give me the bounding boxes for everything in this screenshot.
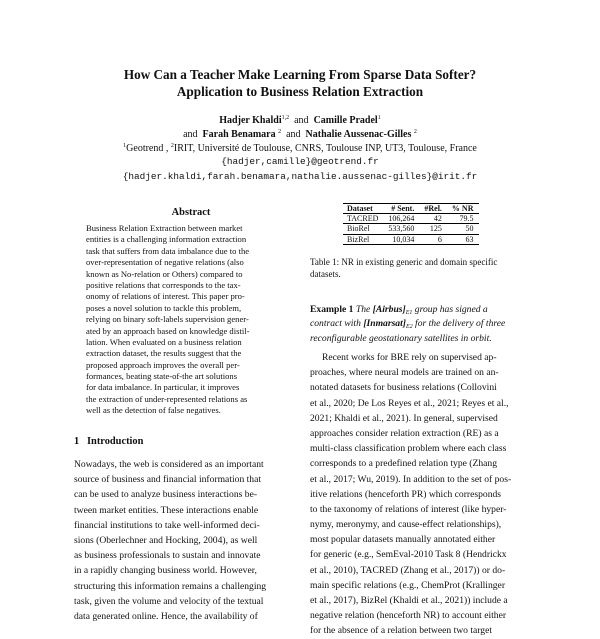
abstract-body [86, 223, 306, 417]
table-header: # Sent. [384, 204, 420, 214]
title-line-2: Application to Business Relation Extraction [176, 84, 424, 99]
text-line: et al., 2017), BizRel (Khaldi et al., 2021)) include a [310, 595, 508, 606]
text-line: 2021; Khaldi et al., 2021). In general, supervised [310, 412, 498, 424]
text-line: poses a novel solution to tackle this problem, [86, 302, 242, 313]
text-line: extraction dataset, the results suggest that the [86, 348, 242, 359]
text-line: known as No-relation or Others) compared to [86, 268, 243, 279]
author-name: Nathalie Aussenac-Gilles [305, 129, 412, 140]
text-line: Recent works for BRE rely on supervised ap- [322, 352, 497, 363]
text-line: proposed approach improves the overall per- [86, 359, 240, 370]
text-line: negative relation (henceforth NR) to account either [310, 610, 507, 622]
text-line: data generated online. Hence, the availability of [74, 610, 258, 622]
email-irit: {hadjer.khaldi,farah.benamara,nathalie.aussenac-gilles}@irit.fr [122, 171, 478, 182]
section-heading: 1 Introduction [74, 436, 144, 447]
right-column-body [310, 350, 536, 639]
nr-table [343, 203, 479, 245]
text-line: corresponds to a predefined relation type (Zhang [310, 458, 498, 470]
table-header: % NR [448, 204, 480, 214]
abstract-heading: Abstract [171, 207, 211, 218]
author-name: Camille Pradel [313, 115, 378, 126]
text-line: approaches consider relation extraction (RE) as a [310, 427, 499, 439]
table-caption: Table 1: NR in existing generic and domain specific datasets. [310, 257, 498, 280]
text-line: positive relations that corresponds to the tax- [86, 279, 241, 290]
author-name: Farah Benamara [202, 129, 276, 140]
example-label: Example 1 [310, 304, 354, 315]
text-line: in a rapidly changing business world. However, [74, 565, 257, 577]
text-line: for data imbalance. In particular, it improves [86, 382, 240, 393]
text-line: entities is a challenging information extraction [86, 234, 247, 245]
text-line: relying on binary soft-labels supervision gener- [86, 314, 249, 325]
text-line: Nowadays, the web is considered as an important [74, 459, 264, 470]
text-line: onomy of relations of interest. This paper pro- [86, 291, 245, 302]
text-line: financial institutions to take well-informed deci- [74, 519, 260, 531]
text-line: notated datasets for business relations (Collovini [310, 382, 497, 394]
text-line: sions (Oberlechner and Hocking, 2004), as well [74, 534, 258, 546]
example-1: Example 1 The $[Airbus]_{E1}$ group has signed a contract with $[Inmarsat]_{E2}$ for the delivery of three reconfigurable geostationary satellites in orbit. [310, 304, 506, 344]
text-line: et al., 2010), TACRED (Zhang et al., 2017)) or do- [310, 564, 506, 576]
text-line: et al., 2020; De Los Reyes et al., 2021; Reyes et al., [310, 397, 509, 409]
author-name: Hadjer Khaldi [219, 115, 282, 126]
paper-title [0, 66, 600, 100]
text-line: nymy, meronymy, and cause-effect relationships), [310, 519, 502, 531]
text-line: task, given the volume and velocity of the textual [74, 595, 264, 607]
text-line: for generic (e.g., SemEval-2010 Task 8 (Hendrickx [310, 549, 507, 561]
text-line: over-representation of negative relations (also [86, 257, 244, 268]
text-line: lation. When evaluated on a business relation [86, 336, 242, 347]
text-line: formances, beating state-of-the art solutions [86, 371, 238, 382]
table-row: BioRel 533,560 125 50 [343, 224, 479, 234]
text-line: to the taxonomy of relations of interest (like hyper- [310, 503, 507, 515]
table-row: TACRED 106,264 42 79.5 [343, 214, 479, 224]
text-line: main specific relations (e.g., ChemProt (Krallinger [310, 579, 506, 591]
text-line: itive relations (henceforth PR) which corresponds [310, 488, 502, 500]
introduction-body [74, 457, 300, 624]
text-line: proaches, where neural models are trained on an- [310, 367, 499, 379]
text-line: as business professionals to sustain and innovate [74, 550, 261, 562]
text-line: most popular datasets manually annotated either [310, 534, 496, 546]
email-geotrend: {hadjer,camille}@geotrend.fr [221, 156, 379, 167]
text-line: source of business and financial information that [74, 474, 262, 486]
text-line: the extraction of under-represented relations as [86, 393, 248, 404]
title-line-1: How Can a Teacher Make Learning From Sparse Data Softer? [123, 67, 477, 82]
text-line: can be used to analyze business interactions be- [74, 489, 258, 501]
author-line-1: Hadjer Khaldi$^{1,2}$ and Camille Pradel$^1$ [219, 115, 381, 126]
table-header: #Rel. [420, 204, 448, 214]
table-header: Dataset [343, 204, 384, 214]
text-line: structuring this information remains a challenging [74, 580, 267, 592]
author-line-2: and Farah Benamara $^2$ and Nathalie Aussenac-Gilles $^2$ [183, 129, 417, 140]
text-line: well as the detection of false negatives. [86, 405, 221, 416]
table-row: BizRel 10,034 6 63 [343, 234, 479, 244]
text-line: task that suffers from data imbalance due to the [86, 245, 250, 256]
text-line: multi-class classification problem where each class [310, 443, 507, 455]
text-line: ated by an approach based on knowledge distil- [86, 325, 250, 336]
text-line: et al., 2017; Wu, 2019). In addition to the set of pos- [310, 473, 512, 485]
text-line: for the absence of a relation between two target [310, 625, 493, 637]
text-line: Business Relation Extraction between market [86, 223, 243, 233]
affiliations: $^1$Geotrend , $^2$IRIT, Université de Toulouse, CNRS, Toulouse INP, UT3, Toulouse, France [123, 143, 477, 154]
text-line: tween market entities. These interactions enable [74, 504, 259, 516]
